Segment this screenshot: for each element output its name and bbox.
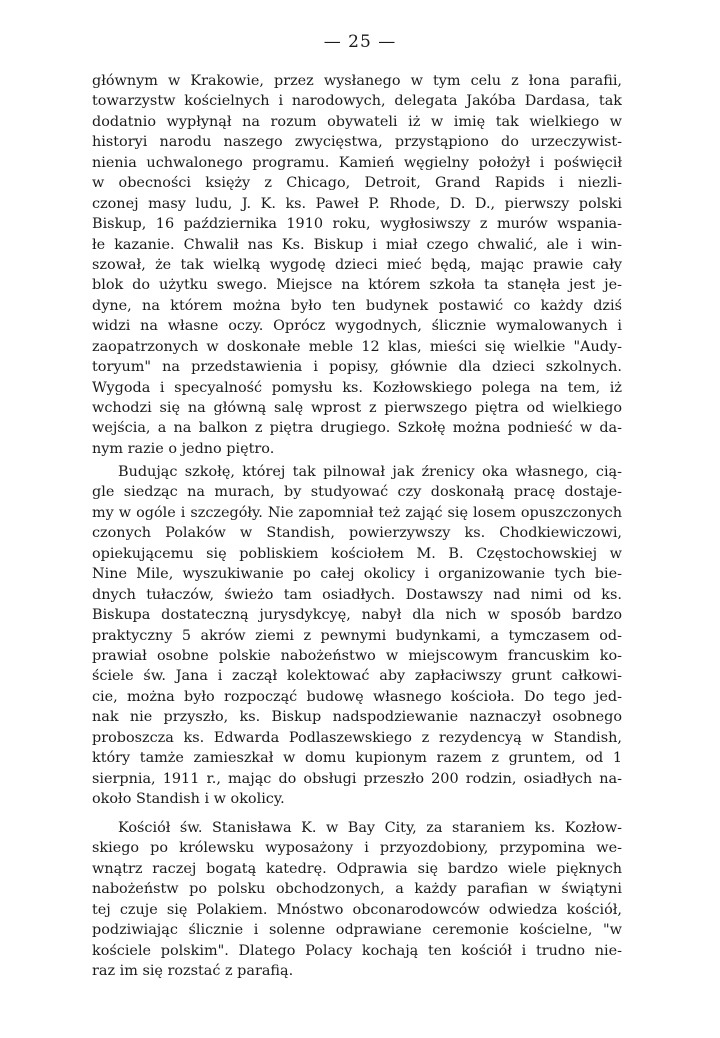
text-line: blok do użytku swego. Miejsce na którem szkoła ta stanęła jest je- (92, 277, 622, 294)
text-line: praktyczny 5 akrów ziemi z pewnymi budynkami, a tymczasem od- (92, 627, 622, 644)
text-line: wejścia, a na balkon z piętra drugiego. Szkołę można podnieść w da- (92, 420, 622, 437)
text-line: prawiał osobne polskie nabożeństwo w miejscowym francuskim ko- (92, 647, 622, 664)
text-line: raz im się rozstać z parafią. (92, 963, 294, 980)
text-line: widzi na własne oczy. Oprócz wygodnych, ślicznie wymalowanych i (92, 318, 622, 335)
text-line: nienia uchwalonego programu. Kamień węgielny położył i poświęcił (92, 154, 622, 171)
text-line: kościele polskim". Dlatego Polacy kochają ten kościół i trudno nie- (92, 942, 622, 959)
text-line: czonych Polaków w Standish, powierzywszy ks. Chodkiewiczowi, (92, 525, 622, 542)
text-line: wnątrz raczej bogatą katedrę. Odprawia się bardzo wiele pięknych (92, 860, 622, 877)
text-line: który tamże zamieszkał w domu kupionym razem z gruntem, od 1 (92, 750, 622, 767)
text-line: Nine Mile, wyszukiwanie po całej okolicy i organizowanie tych bie- (92, 566, 622, 583)
text-line: cie, można było rozpocząć budowę własnego kościoła. Do tego jed- (92, 688, 622, 705)
paragraph-1 (92, 71, 622, 459)
text-line: około Standish i w okolicy. (92, 791, 285, 807)
text-line: dnych tułaczów, świeżo tam osiadłych. Dostawszy nad nimi od ks. (92, 586, 622, 603)
text-line: szował, że tak wielką wygodę dzieci mieć będą, mając prawie cały (92, 256, 622, 273)
page-number: — 25 — (323, 32, 397, 52)
text-line: Kościół św. Stanisława K. w Bay City, za staraniem ks. Kozłow- (118, 820, 622, 836)
text-line: zaopatrzonych w doskonałe meble 12 klas, mieści się wielkie "Audy- (92, 338, 622, 355)
paragraph-3 (92, 818, 622, 982)
text-line: towarzystw kościelnych i narodowych, delegata Jakóba Dardasa, tak (92, 93, 622, 110)
text-line: gle siedząc na murach, by studyować czy doskonałą pracę dostaje- (92, 484, 622, 501)
text-line: nym razie o jedno piętro. (92, 440, 275, 457)
paragraph-2 (92, 462, 622, 809)
text-line: głównym w Krakowie, przez wysłanego w tym celu z łona parafii, (92, 73, 622, 89)
text-line: Budując szkołę, której tak pilnował jak źrenicy oka własnego, cią- (118, 464, 622, 480)
text-line: nabożeństw po polsku obchodzonych, a każdy parafian w świątyni (92, 881, 622, 898)
text-line: tej czuje się Polakiem. Mnóstwo obconarodowców odwiedza kościół, (92, 901, 622, 918)
text-line: my w ogóle i szczegóły. Nie zapomniał też zająć się losem opuszczonych (92, 504, 622, 521)
text-line: dodatnio wypłynął na rozum obywateli iż w imię tak wielkiego w (92, 113, 622, 130)
text-line: sierpnia, 1911 r., mając do obsługi przeszło 200 rodzin, osiadłych na- (92, 770, 622, 787)
text-line: Biskup, 16 października 1910 roku, wygłosiwszy z murów wspania- (92, 216, 622, 233)
text-line: opiekującemu się pobliskiem kościołem M. B. Częstochowskiej w (92, 545, 622, 562)
text-line: dyne, na którem można było ten budynek postawić co każdy dziś (92, 297, 622, 314)
text-line: wchodzi się na główną salę wprost z pierwszego piętra od wielkiego (92, 400, 622, 416)
text-line: ściele św. Jana i zaczął kolektować aby zapłaciwszy grunt całkowi- (92, 668, 622, 685)
text-line: łe kazanie. Chwalił nas Ks. Biskup i miał czego chwalić, ale i win- (92, 236, 622, 253)
text-line: proboszcza ks. Edwarda Podlaszewskiego z rezydencyą w Standish, (92, 729, 622, 746)
text-line: historyi narodu naszego zwycięstwa, przystąpiono do urzeczywist- (92, 134, 622, 151)
text-line: Biskupa dostateczną jurysdykcyę, nabył dla nich w sposób bardzo (92, 607, 622, 624)
text-line: skiego po królewsku wyposażony i przyozdobiony, przypomina we- (92, 840, 622, 857)
text-line: Wygoda i specyalność pomysłu ks. Kozłowskiego polega na tem, iż (92, 379, 622, 396)
text-line: toryum" na przedstawienia i popisy, głównie dla dzieci szkolnych. (92, 359, 622, 376)
text-line: podziwiając ślicznie i solenne odprawiane ceremonie kościelne, "w (92, 922, 622, 939)
text-line: w obecności księży z Chicago, Detroit, Grand Rapids i niezli- (92, 175, 622, 192)
text-line: nak nie przyszło, ks. Biskup nadspodziewanie naznaczył osobnego (92, 709, 622, 726)
text-line: czonej masy ludu, J. K. ks. Paweł P. Rhode, D. D., pierwszy polski (92, 195, 622, 212)
